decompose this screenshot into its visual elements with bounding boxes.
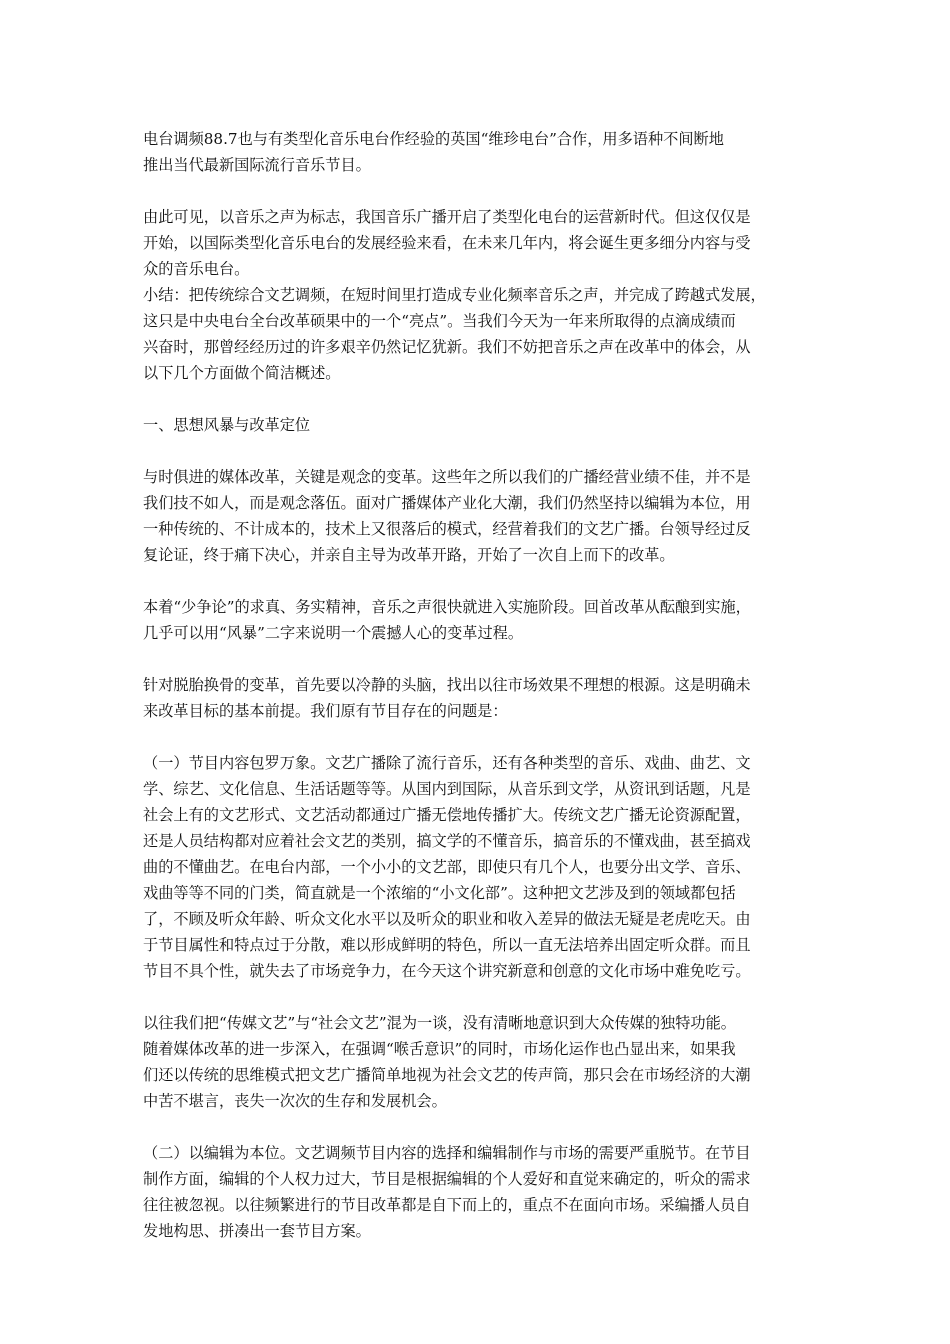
text-line: 复论证，终于痛下决心，并亲自主导为改革开路，开始了一次自上而下的改革。 xyxy=(143,546,675,564)
text-line: （二）以编辑为本位。文艺调频节目内容的选择和编辑制作与市场的需要严重脱节。在节目 xyxy=(143,1144,751,1162)
paragraph-2 xyxy=(143,204,813,282)
text-line: 往往被忽视。以往频繁进行的节目改革都是自下而上的，重点不在面向市场。采编播人员自 xyxy=(143,1196,751,1214)
summary-paragraph xyxy=(143,282,813,386)
text-line: 来改革目标的基本前提。我们原有节目存在的问题是： xyxy=(143,702,508,720)
text-line: 众的音乐电台。 xyxy=(143,260,250,278)
text-line: 推出当代最新国际流行音乐节目。 xyxy=(143,156,371,174)
text-line: 几乎可以用“风暴”二字来说明一个震撼人心的变革过程。 xyxy=(143,624,524,642)
text-line: 与时俱进的媒体改革，关键是观念的变革。这些年之所以我们的广播经营业绩不佳，并不是 xyxy=(143,468,751,486)
text-line: 以往我们把“传媒文艺”与“社会文艺”混为一谈，没有清晰地意识到大众传媒的独特功能。 xyxy=(143,1014,736,1032)
text-line: 由此可见，以音乐之声为标志，我国音乐广播开启了类型化电台的运营新时代。但这仅仅是 xyxy=(143,208,751,226)
text-line: 发地构思、拼凑出一套节目方案。 xyxy=(143,1222,371,1240)
paragraph-9 xyxy=(143,1140,813,1244)
heading-line: 一、思想风暴与改革定位 xyxy=(143,416,311,434)
text-line: 们还以传统的思维模式把文艺广播简单地视为社会文艺的传声筒，那只会在市场经济的大潮 xyxy=(143,1066,751,1084)
paragraph-4 xyxy=(143,464,813,568)
text-line: 开始，以国际类型化音乐电台的发展经验来看，在未来几年内，将会诞生更多细分内容与受 xyxy=(143,234,751,252)
text-line: 中苦不堪言，丧失一次次的生存和发展机会。 xyxy=(143,1092,447,1110)
text-line: 一种传统的、不计成本的，技术上又很落后的模式，经营着我们的文艺广播。台领导经过反 xyxy=(143,520,751,538)
text-line: 制作方面，编辑的个人权力过大，节目是根据编辑的个人爱好和直觉来确定的，听众的需求 xyxy=(143,1170,751,1188)
text-line: （一）节目内容包罗万象。文艺广播除了流行音乐，还有各种类型的音乐、戏曲、曲艺、文 xyxy=(143,754,751,772)
paragraph-8 xyxy=(143,1010,813,1114)
text-line: 本着“少争论”的求真、务实精神，音乐之声很快就进入实施阶段。回首改革从酝酿到实施， xyxy=(143,598,751,616)
text-line: 针对脱胎换骨的变革，首先要以冷静的头脑，找出以往市场效果不理想的根源。这是明确未 xyxy=(143,676,751,694)
text-line: 于节目属性和特点过于分散，难以形成鲜明的特色，所以一直无法培养出固定听众群。而且 xyxy=(143,936,751,954)
paragraph-6 xyxy=(143,672,813,724)
text-line: 了，不顾及听众年龄、听众文化水平以及听众的职业和收入差异的做法无疑是老虎吃天。由 xyxy=(143,910,751,928)
document-page xyxy=(143,126,813,1270)
text-line: 曲的不懂曲艺。在电台内部，一个小小的文艺部，即使只有几个人，也要分出文学、音乐、 xyxy=(143,858,751,876)
paragraph-5 xyxy=(143,594,813,646)
text-line: 随着媒体改革的进一步深入，在强调“喉舌意识”的同时，市场化运作也凸显出来，如果我 xyxy=(143,1040,736,1058)
text-line: 小结：把传统综合文艺调频，在短时间里打造成专业化频率音乐之声，并完成了跨越式发展， xyxy=(143,286,766,304)
text-line: 这只是中央电台全台改革硕果中的一个“亮点”。当我们今天为一年来所取得的点滴成绩而 xyxy=(143,312,736,330)
text-line: 电台调频88.7也与有类型化音乐电台作经验的英国“维珍电台”合作，用多语种不间断地 xyxy=(143,130,724,148)
paragraph-1 xyxy=(143,126,813,178)
text-line: 还是人员结构都对应着社会文艺的类别，搞文学的不懂音乐，搞音乐的不懂戏曲，甚至搞戏 xyxy=(143,832,751,850)
paragraph-7 xyxy=(143,750,813,984)
text-line: 节目不具个性，就失去了市场竞争力，在今天这个讲究新意和创意的文化市场中难免吃亏。 xyxy=(143,962,751,980)
text-line: 以下几个方面做个简洁概述。 xyxy=(143,364,341,382)
text-line: 戏曲等等不同的门类，简直就是一个浓缩的“小文化部”。这种把文艺涉及到的领域都包括 xyxy=(143,884,736,902)
section-heading xyxy=(143,412,813,438)
text-line: 社会上有的文艺形式、文艺活动都通过广播无偿地传播扩大。传统文艺广播无论资源配置， xyxy=(143,806,751,824)
text-line: 学、综艺、文化信息、生活话题等等。从国内到国际，从音乐到文学，从资讯到话题，凡是 xyxy=(143,780,751,798)
text-line: 我们技不如人，而是观念落伍。面对广播媒体产业化大潮，我们仍然坚持以编辑为本位，用 xyxy=(143,494,751,512)
text-line: 兴奋时，那曾经经历过的许多艰辛仍然记忆犹新。我们不妨把音乐之声在改革中的体会，从 xyxy=(143,338,751,356)
